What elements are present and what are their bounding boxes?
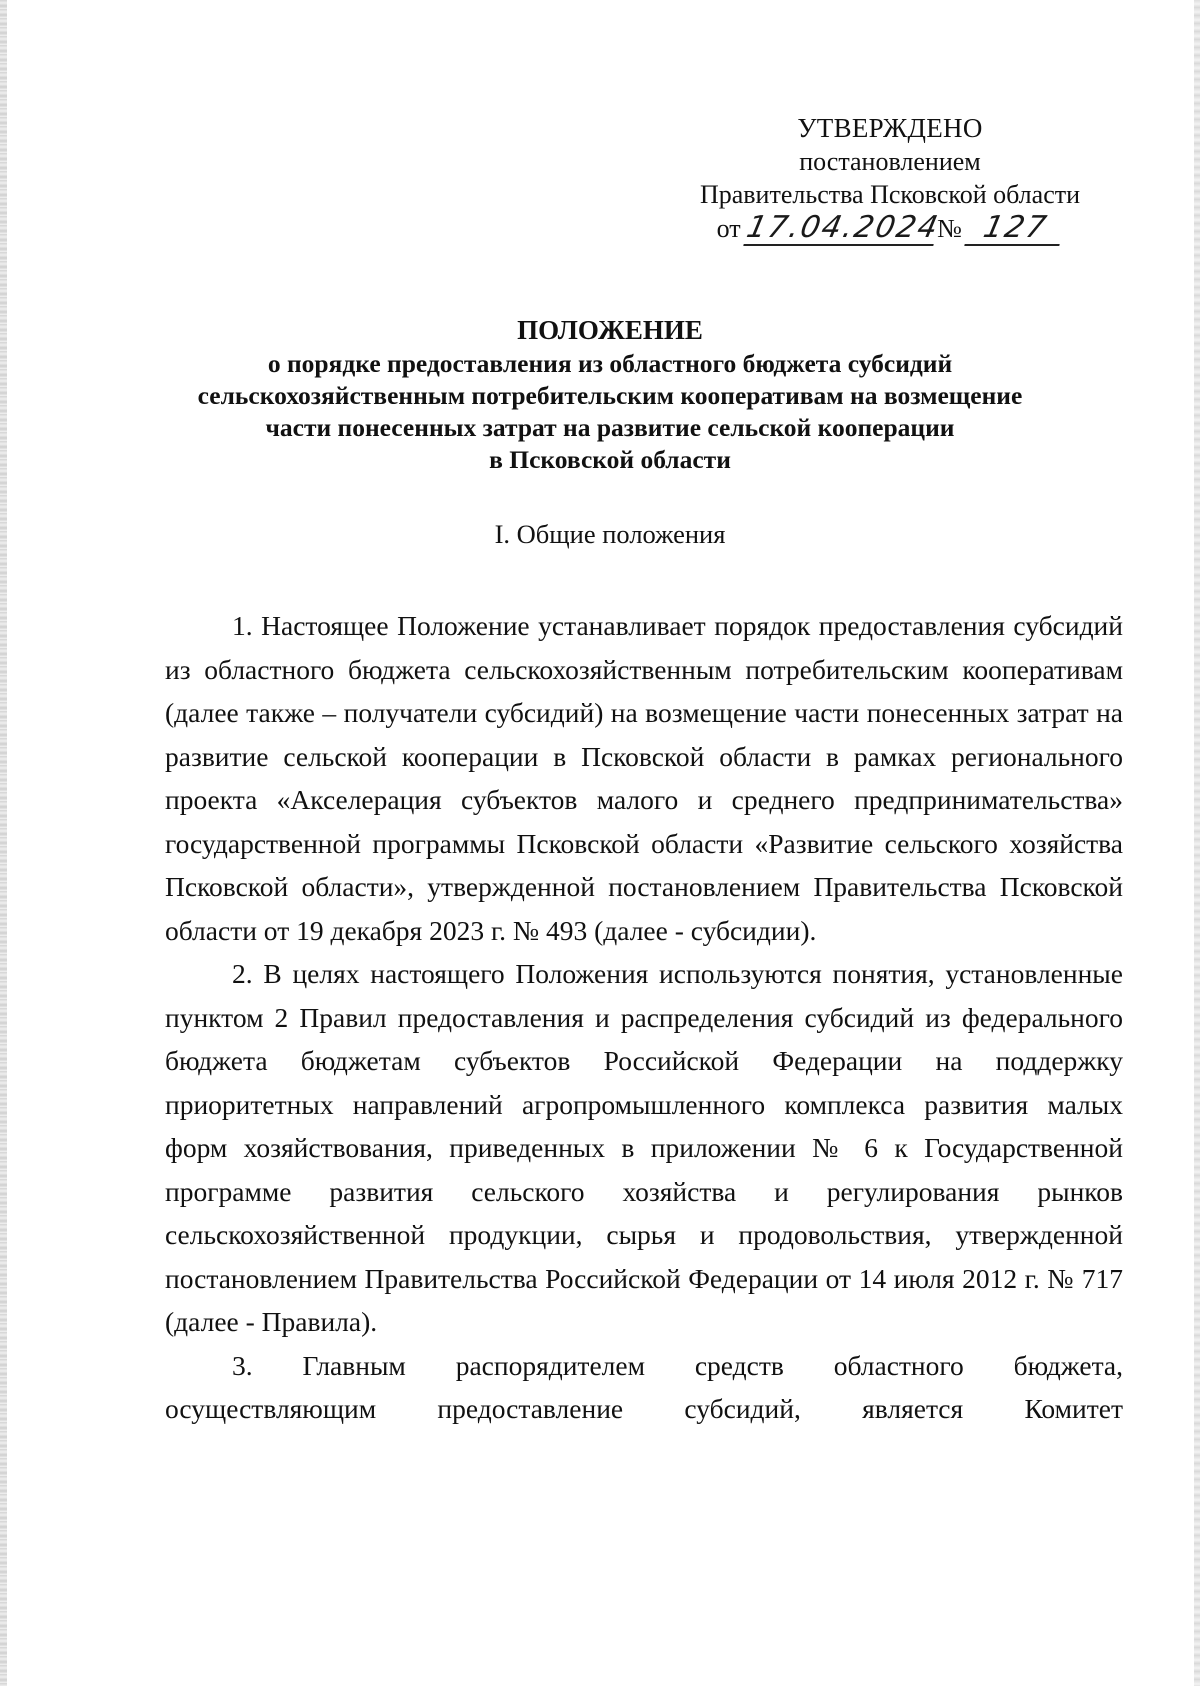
handwritten-number: 127 [965, 211, 1067, 246]
approval-authority: Правительства Псковской области [699, 180, 1081, 209]
paragraph-1: 1. Настоящее Положение устанавливает порядок предоставления субсидий из областного бюджета сельскохозяйственным потребительским кооперативам (далее также – получатели субсидий) на возмещение части понесенных затрат на развитие сельской кооперации в Псковской области в рамках регионального проекта «Акселерация субъектов малого и среднего предпринимательства» государственной программы Псковской области «Развитие сельского хозяйства Псковской области», утвержденной постановлением Правительства Псковской области от 19 декабря 2023 г. № 493 (далее - субсидии). [165, 610, 1123, 946]
title-line-1: о порядке предоставления из областного бюджета субсидий [267, 349, 953, 378]
document-body [165, 604, 1123, 1431]
paragraph-3: 3. Главным распорядителем средств областного бюджета, осуществляющим предоставление субсидий, является Комитет [165, 1349, 1123, 1424]
title-main: ПОЛОЖЕНИЕ [517, 315, 703, 345]
section-heading: I. Общие положения [494, 519, 726, 549]
title-line-2: сельскохозяйственным потребительским кооперативам на возмещение [197, 381, 1023, 410]
document-title [140, 312, 1080, 476]
title-line-3: части понесенных затрат на развитие сельской кооперации [265, 413, 955, 442]
approval-resolution: постановлением [799, 147, 981, 176]
approval-block [680, 112, 1100, 246]
approval-date-line [717, 211, 1064, 246]
date-prefix: от [716, 214, 741, 243]
approval-heading: УТВЕРЖДЕНО [797, 113, 983, 143]
scan-edge-right [1194, 0, 1200, 1686]
handwritten-date: 17.04.2024 [743, 210, 943, 245]
title-line-4: в Псковской области [489, 445, 731, 474]
scan-edge-left [0, 0, 7, 1686]
paragraph-2: 2. В целях настоящего Положения используются понятия, установленные пунктом 2 Правил предоставления и распределения субсидий из федерального бюджета бюджетам субъектов Российской Федерации на поддержку приоритетных направлений агропромышленного комплекса развития малых форм хозяйствования, приведенных в приложении № 6 к Государственной программе развития сельского хозяйства и регулирования рынков сельскохозяйственной продукции, сырья и продовольствия, утвержденной постановлением Правительства Российской Федерации от 14 июля 2012 г. № 717 (далее - Правила). [165, 958, 1123, 1337]
number-sign: № [937, 214, 962, 243]
